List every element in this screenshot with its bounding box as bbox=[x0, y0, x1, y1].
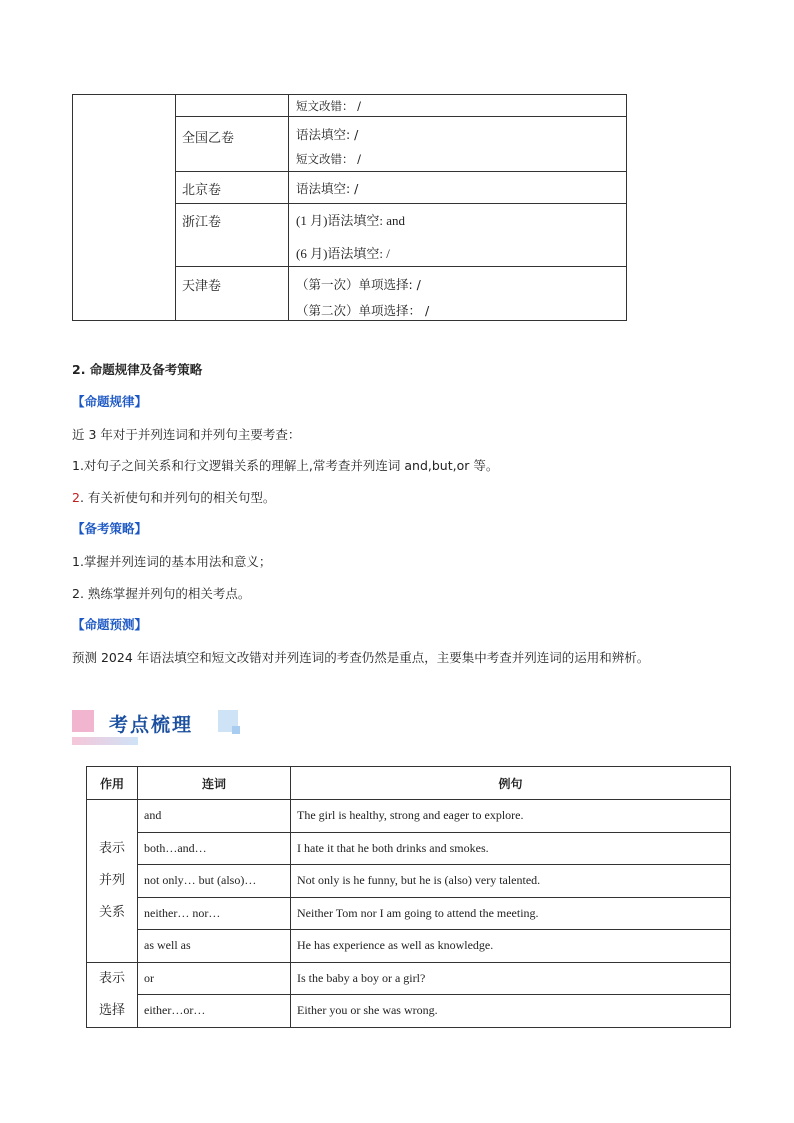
role-char: 并列 bbox=[98, 872, 125, 888]
item-cell bbox=[289, 117, 627, 172]
exam-summary-table bbox=[72, 94, 627, 321]
header-conj: 连词 bbox=[138, 767, 291, 800]
item-cell bbox=[289, 267, 627, 321]
example-cell: He has experience as well as knowledge. bbox=[291, 930, 731, 963]
conjunction-table bbox=[86, 766, 731, 1028]
province-cell: 全国乙卷 bbox=[176, 117, 289, 172]
example-cell: I hate it that he both drinks and smokes. bbox=[291, 832, 731, 865]
role-char: 关系 bbox=[98, 904, 125, 920]
role-char: 选择 bbox=[98, 1002, 125, 1018]
conj-cell: either…or… bbox=[138, 995, 291, 1028]
province-cell: 北京卷 bbox=[176, 172, 289, 204]
banner-decoration bbox=[72, 710, 94, 732]
section-heading: 2. 命题规律及备考策略 bbox=[72, 362, 203, 377]
header-example: 例句 bbox=[291, 767, 731, 800]
rule-intro: 近 3 年对于并列连词和并列句主要考查： bbox=[72, 427, 301, 442]
conj-cell: or bbox=[138, 962, 291, 995]
role-cell bbox=[87, 962, 138, 1027]
table-row bbox=[87, 897, 731, 930]
rule-item-2 bbox=[72, 488, 275, 506]
role-cell bbox=[87, 800, 138, 963]
table-row bbox=[87, 995, 731, 1028]
strategy-tag: 【备考策略】 bbox=[72, 521, 148, 536]
item-line: 语法填空: / bbox=[296, 181, 359, 196]
conj-cell: as well as bbox=[138, 930, 291, 963]
role-char: 表示 bbox=[98, 970, 125, 986]
table-row bbox=[87, 962, 731, 995]
strategy-item-1: 1.掌握并列连词的基本用法和意义； bbox=[72, 554, 272, 569]
example-cell: Is the baby a boy or a girl? bbox=[291, 962, 731, 995]
table-row bbox=[87, 800, 731, 833]
province-cell bbox=[176, 95, 289, 117]
item-line: （第一次）单项选择: / bbox=[296, 277, 421, 292]
example-cell: Neither Tom nor I am going to attend the meeting. bbox=[291, 897, 731, 930]
conj-cell: neither… nor… bbox=[138, 897, 291, 930]
rule-item-2-text: . 有关祈使句和并列句的相关句型。 bbox=[79, 490, 276, 505]
strategy-item-2: 2. 熟练掌握并列句的相关考点。 bbox=[72, 586, 251, 601]
item-line: (1 月)语法填空: and bbox=[296, 213, 406, 228]
banner-title: 考点梳理 bbox=[109, 714, 194, 736]
predict-text: 预测 2024 年语法填空和短文改错对并列连词的考查仍然是重点，主要集中考查并列连词的运用和辨析。 bbox=[72, 650, 650, 665]
role-char: 表示 bbox=[98, 840, 125, 856]
province-cell: 浙江卷 bbox=[176, 204, 289, 267]
example-cell: Not only is he funny, but he is (also) very talented. bbox=[291, 865, 731, 898]
conj-cell: and bbox=[138, 800, 291, 833]
item-line: （第二次）单项选择： / bbox=[296, 303, 430, 318]
example-cell: The girl is healthy, strong and eager to explore. bbox=[291, 800, 731, 833]
conj-cell: both…and… bbox=[138, 832, 291, 865]
empty-cell bbox=[73, 95, 176, 321]
item-cell bbox=[289, 95, 627, 117]
predict-tag: 【命题预测】 bbox=[72, 617, 148, 632]
table-row bbox=[87, 865, 731, 898]
item-line: 语法填空: / bbox=[296, 127, 359, 142]
section-banner bbox=[72, 710, 247, 746]
item-cell bbox=[289, 204, 627, 267]
item-line: 短文改错： / bbox=[296, 152, 362, 166]
banner-decoration bbox=[72, 737, 138, 745]
rule-item-2-number: 2 bbox=[72, 490, 80, 505]
item-line: (6 月)语法填空: / bbox=[296, 246, 390, 261]
item-cell bbox=[289, 172, 627, 204]
example-cell: Either you or she was wrong. bbox=[291, 995, 731, 1028]
header-role: 作用 bbox=[87, 767, 138, 800]
table-header-row bbox=[87, 767, 731, 800]
rule-item-1: 1.对句子之间关系和行文逻辑关系的理解上,常考查并列连词 and,but,or 等。 bbox=[72, 458, 499, 473]
item-line: 短文改错： / bbox=[296, 99, 362, 113]
table-row bbox=[87, 832, 731, 865]
province-cell: 天津卷 bbox=[176, 267, 289, 321]
rule-tag: 【命题规律】 bbox=[72, 394, 148, 409]
banner-decoration bbox=[232, 726, 240, 734]
table-row bbox=[87, 930, 731, 963]
conj-cell: not only… but (also)… bbox=[138, 865, 291, 898]
